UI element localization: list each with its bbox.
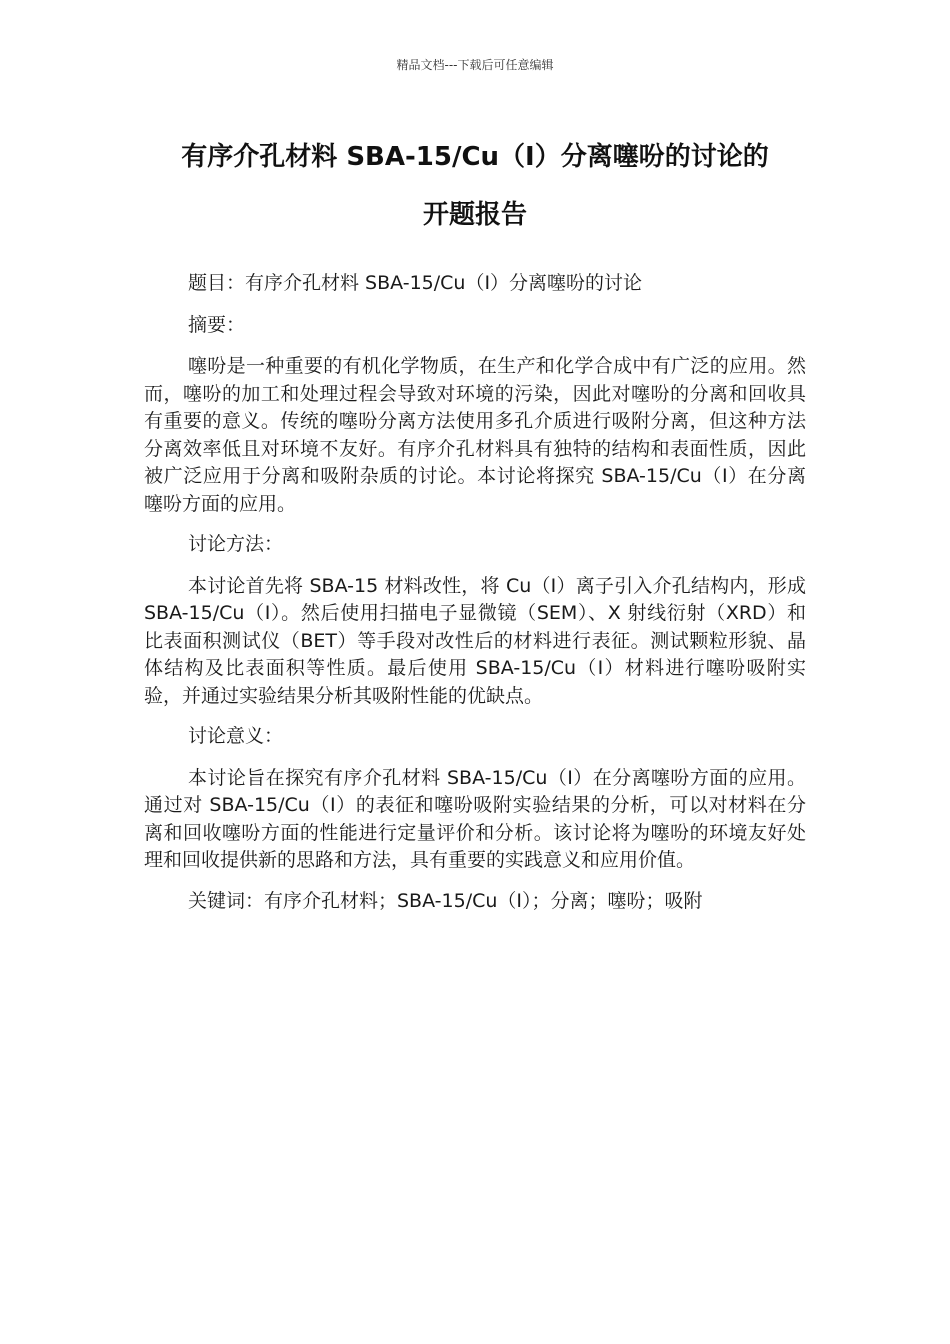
document-body bbox=[144, 270, 806, 929]
title-line-2: 开题报告 bbox=[422, 200, 527, 230]
header-note: 精品文档---下载后可任意编辑 bbox=[396, 58, 554, 72]
method-label: 讨论方法： bbox=[188, 533, 284, 555]
document-title bbox=[120, 128, 830, 244]
topic-line: 题目：有序介孔材料 SBA-15/Cu（Ⅰ）分离噻吩的讨论 bbox=[188, 272, 643, 294]
abstract-paragraph: 噻吩是一种重要的有机化学物质，在生产和化学合成中有广泛的应用。然而，噻吩的加工和处理过程会导致对环境的污染，因此对噻吩的分离和回收具有重要的意义。传统的噻吩分离方法使用多孔介质进行吸附分离，但这种方法分离效率低且对环境不友好。有序介孔材料具有独特的结构和表面性质，因此被广泛应用于分离和吸附杂质的讨论。本讨论将探究 SBA-15/Cu（Ⅰ）在分离噻吩方面的应用。 bbox=[144, 355, 806, 515]
method-paragraph: 本讨论首先将 SBA-15 材料改性，将 Cu（Ⅰ）离子引入介孔结构内，形成 SBA-15/Cu（Ⅰ）。然后使用扫描电子显微镜（SEM）、X 射线衍射（XRD）和比表面积测试仪（BET）等手段对改性后的材料进行表征。测试颗粒形貌、晶体结构及比表面积等性质。最后使用 SBA-15/Cu（Ⅰ）材料进行噻吩吸附实验，并通过实验结果分析其吸附性能的优缺点。 bbox=[144, 574, 806, 707]
significance-label: 讨论意义： bbox=[188, 725, 284, 747]
keywords-line: 关键词：有序介孔材料；SBA-15/Cu（Ⅰ）；分离；噻吩；吸附 bbox=[188, 889, 703, 912]
abstract-label: 摘要： bbox=[188, 313, 246, 336]
significance-paragraph: 本讨论旨在探究有序介孔材料 SBA-15/Cu（Ⅰ）在分离噻吩方面的应用。通过对 SBA-15/Cu（Ⅰ）的表征和噻吩吸附实验结果的分析，可以对材料在分离和回收噻吩方面的性能进行定量评价和分析。该讨论将为噻吩的环境友好处理和回收提供新的思路和方法，具有重要的实践意义和应用价值。 bbox=[144, 766, 806, 871]
title-line-1: 有序介孔材料 SBA-15/Cu（Ⅰ）分离噻吩的讨论的 bbox=[181, 142, 769, 172]
